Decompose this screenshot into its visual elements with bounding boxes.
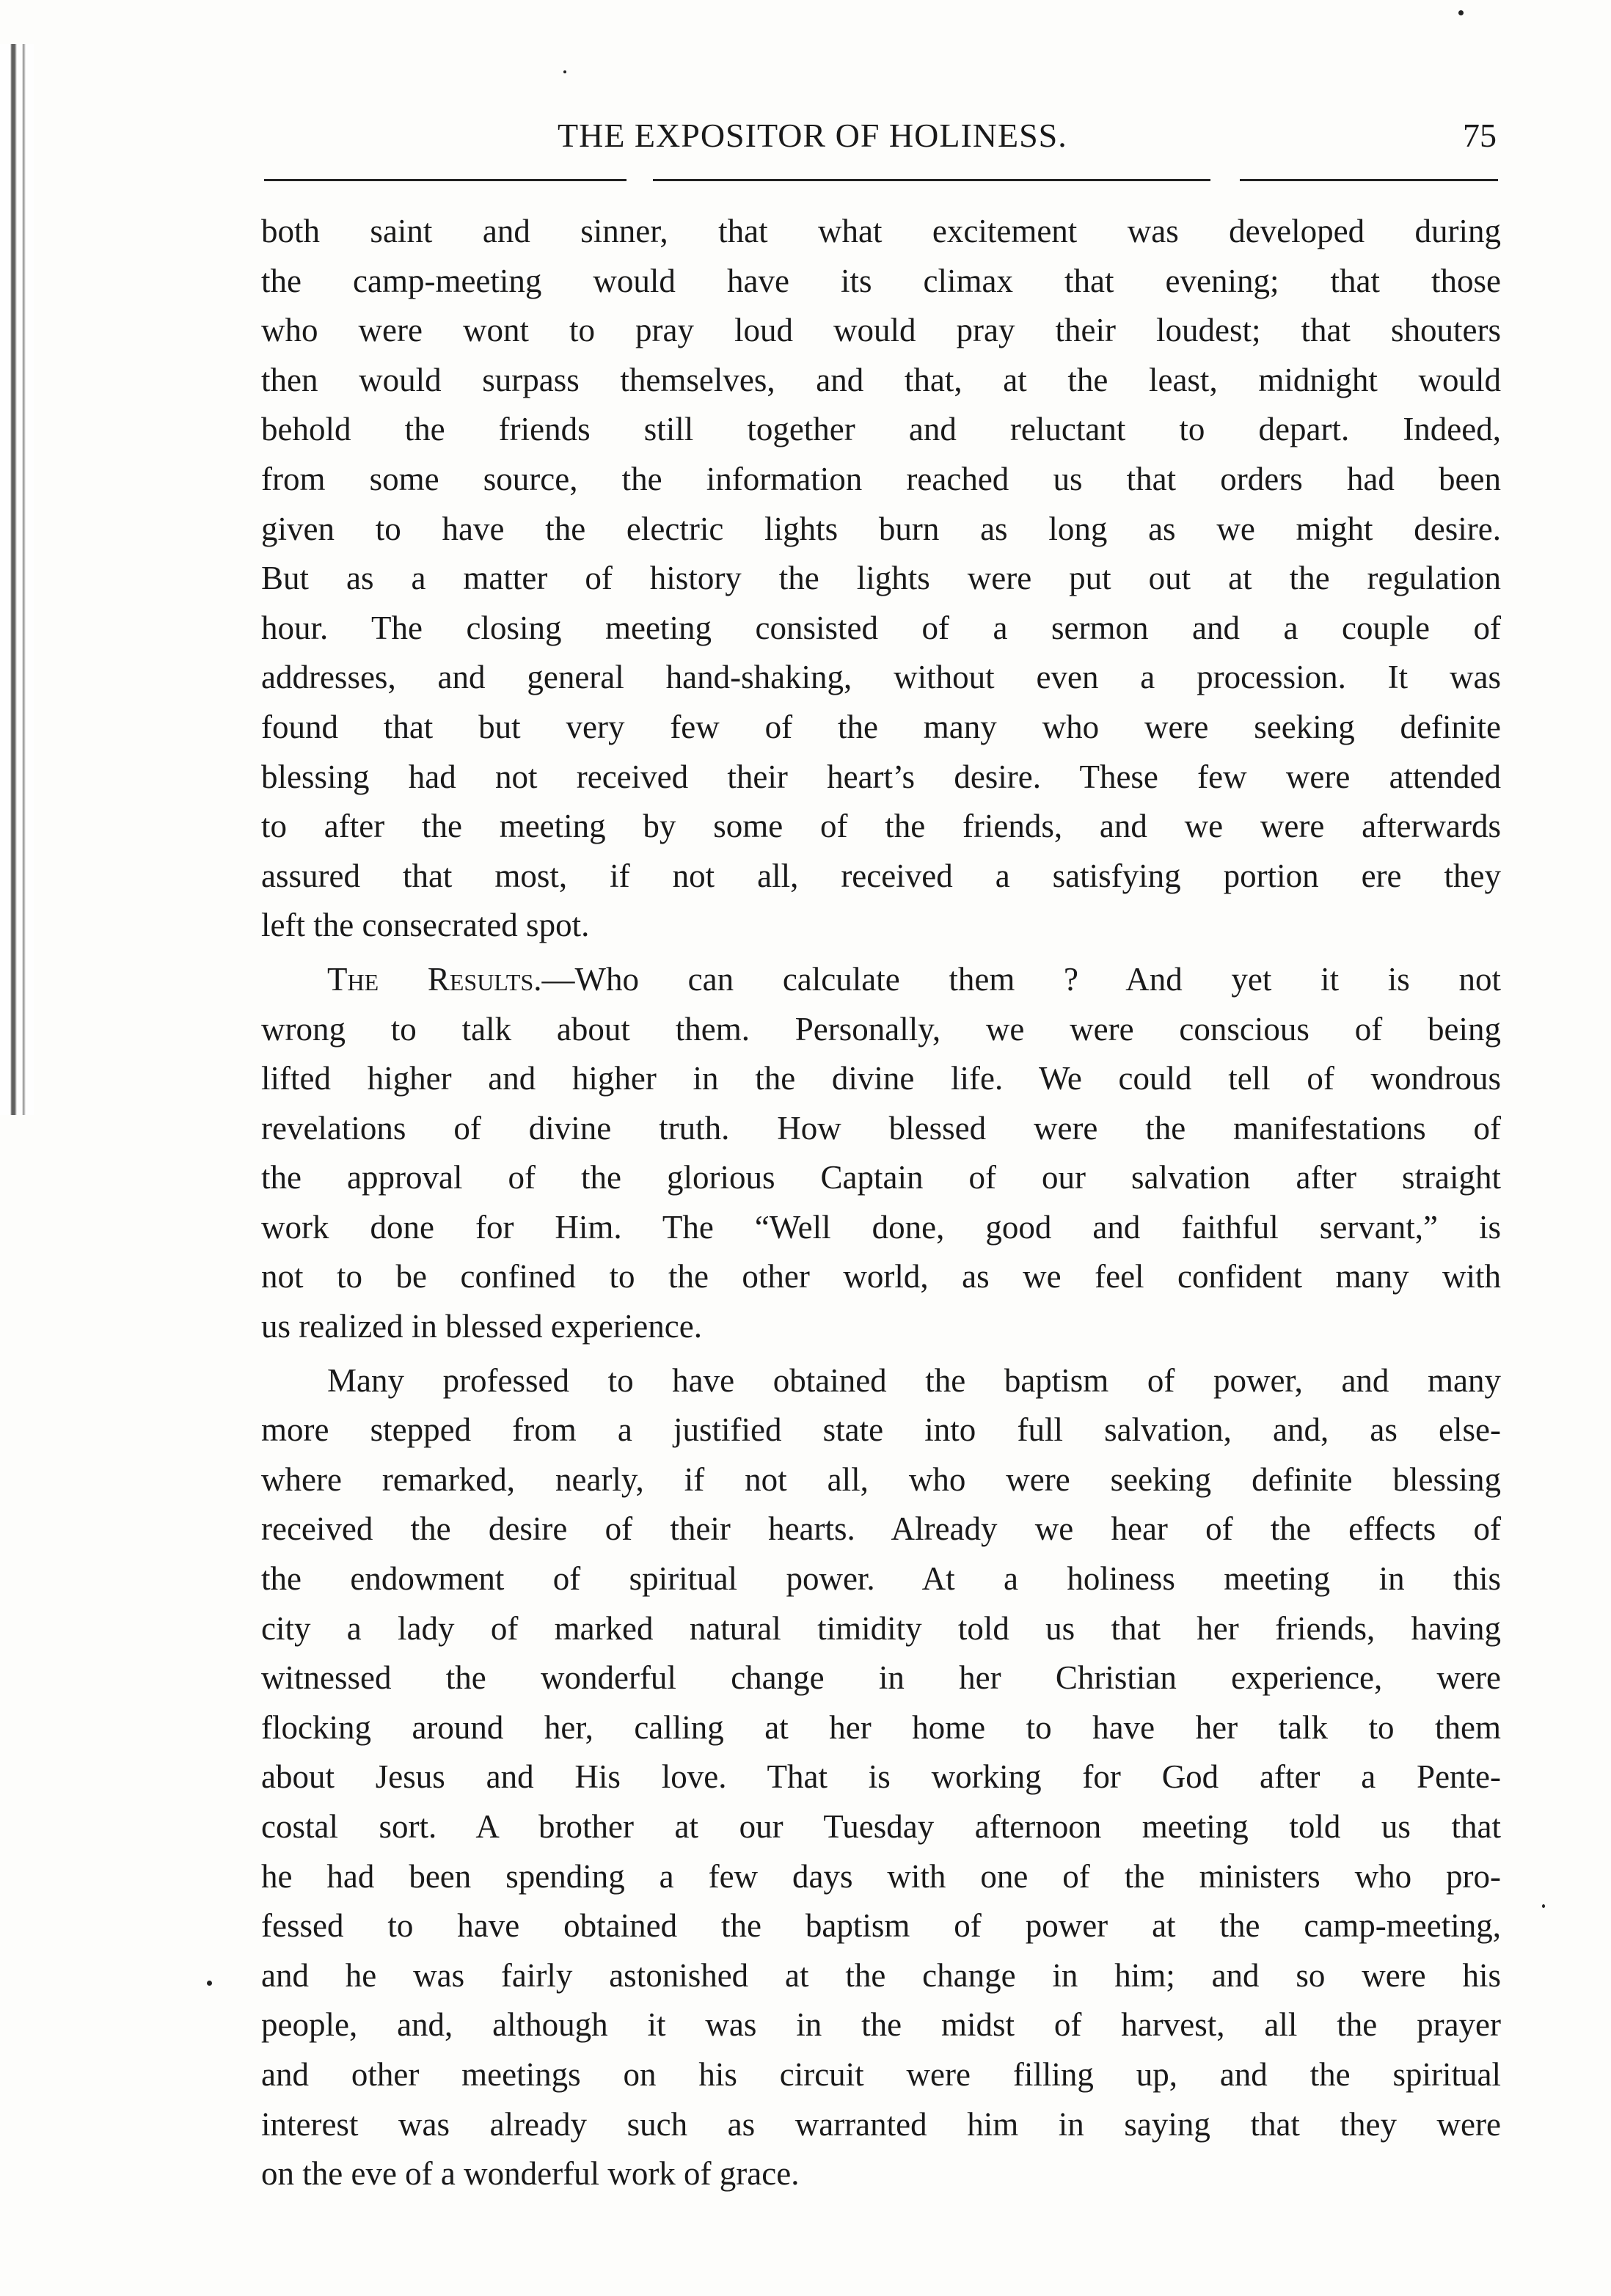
text-line: But as a matter of history the lights were put out at the regulation [261, 560, 1501, 597]
text-line: the endowment of spiritual power. At a holiness meeting in this [261, 1560, 1501, 1598]
text-line: assured that most, if not all, received a satisfying portion ere they [261, 857, 1501, 894]
text-line: from some source, the information reached us that orders had been [261, 460, 1501, 497]
text-line: people, and, although it was in the midst of harvest, all the prayer [261, 2006, 1501, 2044]
text-line: to after the meeting by some of the friends, and we were afterwards [261, 808, 1501, 845]
text-line: and he was fairly astonished at the change in him; and so were his [261, 1956, 1501, 1994]
text-line: hour. The closing meeting consisted of a sermon and a couple of [261, 609, 1501, 646]
header-rule [264, 179, 626, 181]
header-rule [1240, 179, 1498, 181]
text-line: and other meetings on his circuit were filling up, and the spiritual [261, 2055, 1501, 2093]
text-line: us realized in blessed experience. [261, 1308, 702, 1345]
body-text [261, 207, 1501, 2199]
text-line: he had been spending a few days with one of the ministers who pro- [261, 1857, 1501, 1895]
print-speck [207, 1981, 212, 1986]
paragraph-3 [261, 1356, 1501, 2199]
text-line [261, 955, 1501, 1005]
text-line-rest: —Who can calculate them ? And yet it is not [541, 960, 1501, 998]
section-lead: The Results. [327, 960, 542, 998]
header-rule [653, 179, 1210, 181]
text-line: found that but very few of the many who were seeking definite [261, 708, 1501, 745]
running-header [264, 116, 1504, 160]
print-speck [1458, 10, 1464, 15]
text-line: flocking around her, calling at her home to have her talk to them [261, 1708, 1501, 1746]
text-line: fessed to have obtained the baptism of power at the camp-meeting, [261, 1907, 1501, 1945]
text-line: wrong to talk about them. Personally, we were conscious of being [261, 1010, 1501, 1048]
text-line: about Jesus and His love. That is working for God after a Pente- [261, 1758, 1501, 1796]
text-line: more stepped from a justified state into full salvation, and, as else- [261, 1411, 1501, 1449]
text-line: received the desire of their hearts. Already we hear of the effects of [261, 1510, 1501, 1548]
text-line: where remarked, nearly, if not all, who were seeking definite blessing [261, 1460, 1501, 1498]
running-title: THE EXPOSITOR OF HOLINESS. [558, 117, 1067, 154]
text-line: the camp-meeting would have its climax that evening; that those [261, 262, 1501, 299]
text-line: Many professed to have obtained the baptism of power, and many [327, 1361, 1501, 1399]
page-number: 75 [1463, 117, 1497, 154]
text-line: who were wont to pray loud would pray their loudest; that shouters [261, 312, 1501, 349]
text-line: behold the friends still together and reluctant to depart. Indeed, [261, 411, 1501, 448]
print-speck [563, 70, 566, 73]
paragraph-2 [261, 955, 1501, 1352]
text-line: costal sort. A brother at our Tuesday afternoon meeting told us that [261, 1808, 1501, 1845]
text-line: city a lady of marked natural timidity told us that her friends, having [261, 1609, 1501, 1647]
text-line: witnessed the wonderful change in her Christian experience, were [261, 1659, 1501, 1697]
binding-edge-shadow [0, 44, 34, 1115]
text-line: revelations of divine truth. How blessed were the manifestations of [261, 1109, 1501, 1147]
text-line: given to have the electric lights burn as long as we might desire. [261, 510, 1501, 547]
text-line: lifted higher and higher in the divine life. We could tell of wondrous [261, 1060, 1501, 1097]
print-speck [1542, 1904, 1545, 1908]
text-line: blessing had not received their heart’s desire. These few were attended [261, 758, 1501, 795]
text-line: on the eve of a wonderful work of grace. [261, 2155, 800, 2193]
text-line: the approval of the glorious Captain of our salvation after straight [261, 1159, 1501, 1196]
text-line: not to be confined to the other world, as we feel confident many with [261, 1258, 1501, 1295]
text-line: both saint and sinner, that what excitement was developed during [261, 213, 1501, 249]
text-line: work done for Him. The “Well done, good and faithful servant,” is [261, 1208, 1501, 1246]
text-line: then would surpass themselves, and that, at the least, midnight would [261, 361, 1501, 398]
text-line: left the consecrated spot. [261, 907, 590, 944]
text-line: interest was already such as warranted him in saying that they were [261, 2105, 1501, 2143]
text-line: addresses, and general hand-shaking, without even a procession. It was [261, 659, 1501, 696]
paragraph-1 [261, 207, 1501, 951]
